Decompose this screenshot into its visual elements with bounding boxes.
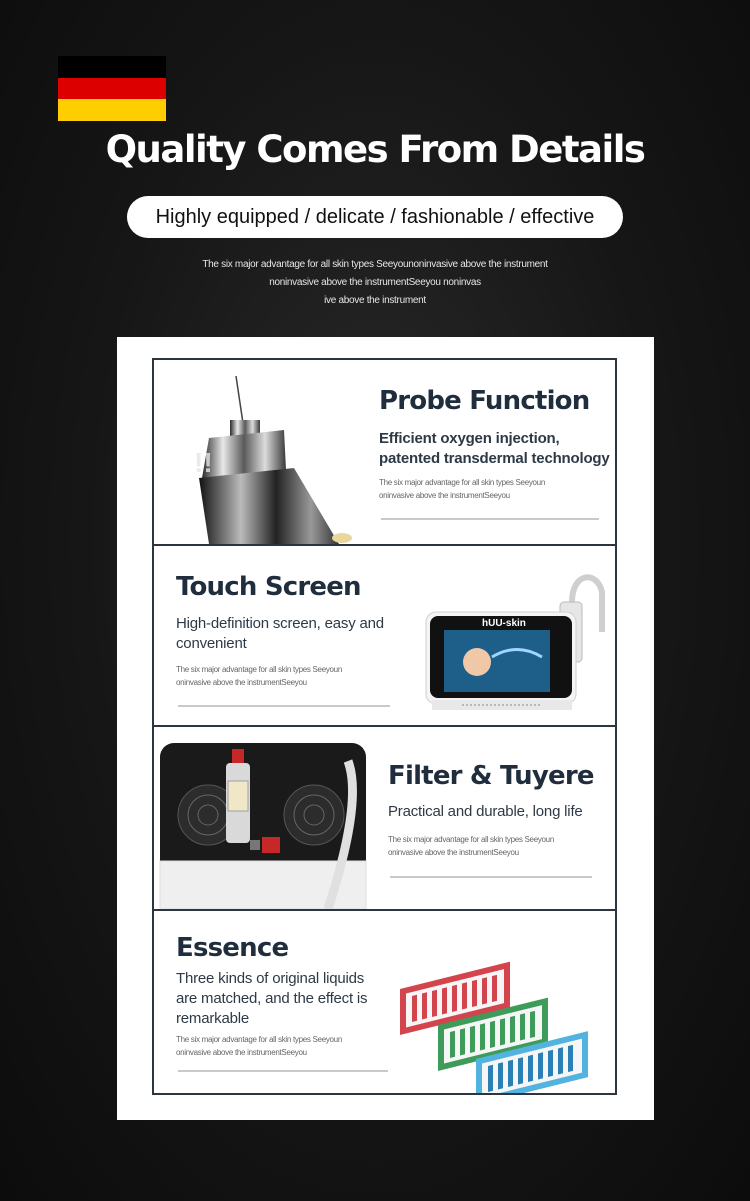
divider-rule xyxy=(390,876,592,878)
section-title: Filter & Tuyere xyxy=(388,761,594,791)
subtitle-line: convenient xyxy=(176,635,247,652)
filter-fans-back-panel-icon xyxy=(158,741,370,909)
divider-rule xyxy=(178,1070,388,1072)
subtitle-line: Efficient oxygen injection, xyxy=(379,430,560,447)
divider-rule xyxy=(381,518,599,520)
section-subtitle xyxy=(176,614,384,654)
description-line: oninvasive above the instrumentSeeyou xyxy=(379,491,510,500)
section-essence xyxy=(154,911,615,1093)
section-description xyxy=(388,833,554,859)
section-subtitle xyxy=(379,429,610,469)
subtitle-line: High-definition screen, easy and xyxy=(176,615,384,632)
description-line: The six major advantage for all skin types Seeyoun xyxy=(379,478,545,487)
section-description xyxy=(379,476,545,502)
subtitle-line: patented transdermal technology xyxy=(379,450,610,467)
section-title: Essence xyxy=(176,933,289,963)
description-line: oninvasive above the instrumentSeeyou xyxy=(176,678,307,687)
intro-line: The six major advantage for all skin types Seeyounoninvasive above the instrument xyxy=(202,259,548,270)
description-line: oninvasive above the instrumentSeeyou xyxy=(388,848,519,857)
section-subtitle xyxy=(388,802,583,822)
description-line: The six major advantage for all skin types Seeyoun xyxy=(176,1035,342,1044)
description-line: oninvasive above the instrumentSeeyou xyxy=(176,1048,307,1057)
section-title: Touch Screen xyxy=(176,572,361,602)
probe-head-icon xyxy=(164,360,364,544)
section-probe-function xyxy=(154,360,615,544)
description-line: The six major advantage for all skin types Seeyoun xyxy=(176,665,342,674)
section-description xyxy=(176,663,342,689)
subtitle-line: remarkable xyxy=(176,1010,250,1027)
section-description xyxy=(176,1033,342,1059)
intro-line: ive above the instrument xyxy=(324,295,426,306)
germany-flag-icon xyxy=(58,56,166,121)
section-subtitle xyxy=(176,969,367,1029)
svg-text:hUU-skin: hUU-skin xyxy=(482,618,526,629)
subtitle-line: are matched, and the effect is xyxy=(176,990,368,1007)
tagline-pill: Highly equipped / delicate / fashionable / effective xyxy=(127,196,623,238)
essence-vial-boxes-icon xyxy=(394,925,614,1093)
section-filter-tuyere xyxy=(154,727,615,909)
intro-line: noninvasive above the instrumentSeeyou noninvas xyxy=(269,277,481,288)
touch-screen-device-icon xyxy=(422,562,614,717)
hero-title: Quality Comes From Details xyxy=(105,128,645,171)
intro-text xyxy=(150,256,600,310)
subtitle-line: Three kinds of original liquids xyxy=(176,970,365,987)
details-panel xyxy=(117,337,654,1120)
details-frame xyxy=(152,358,617,1095)
section-touch-screen xyxy=(154,546,615,725)
svg-text:!!: !! xyxy=(194,447,213,478)
subtitle-line: Practical and durable, long life xyxy=(388,803,583,820)
description-line: The six major advantage for all skin types Seeyoun xyxy=(388,835,554,844)
divider-rule xyxy=(178,705,390,707)
section-title: Probe Function xyxy=(379,386,590,416)
